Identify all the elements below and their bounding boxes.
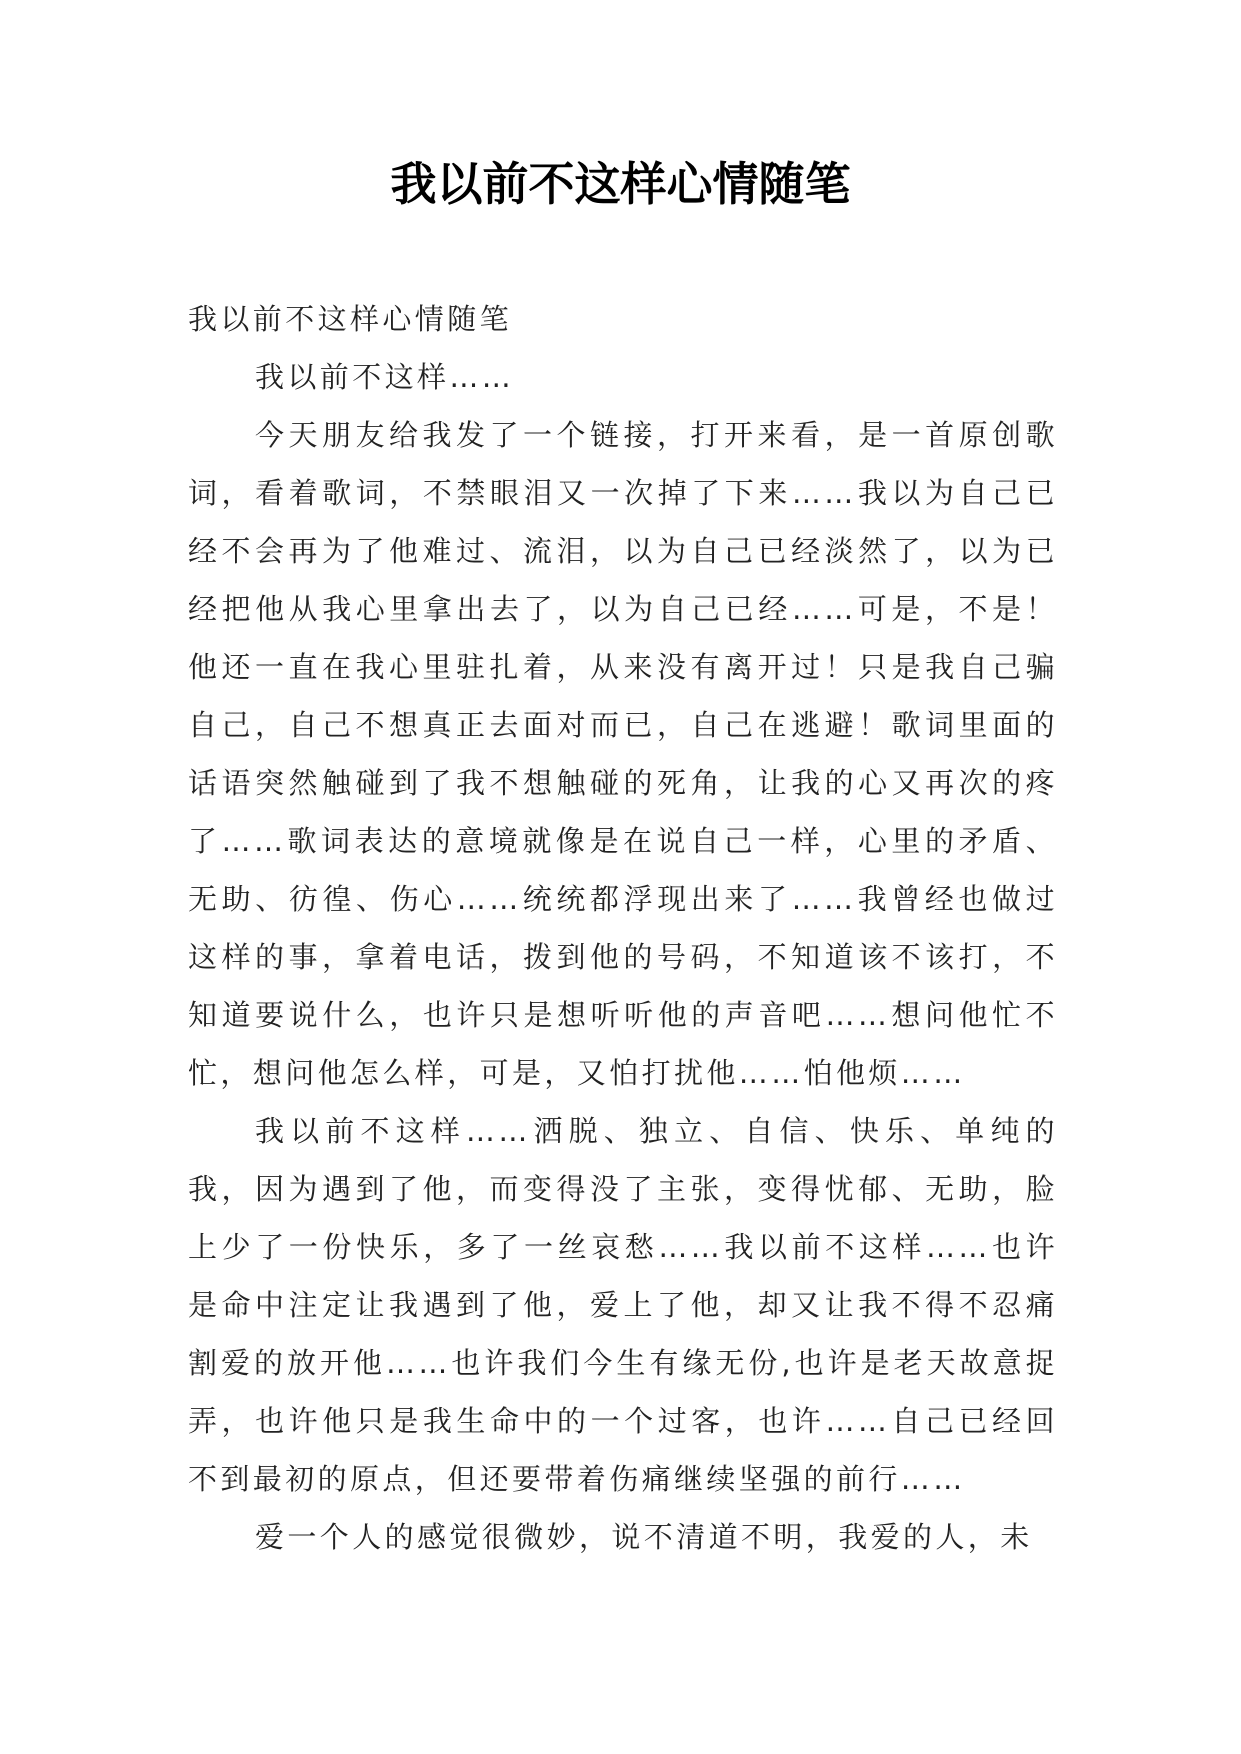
document-body <box>188 290 1058 1566</box>
paragraph: 我以前不这样…… <box>255 360 515 394</box>
paragraph: 我以前不这样……洒脱、独立、自信、快乐、单纯的我，因为遇到了他，而变得没了主张，变得忧郁、无助，脸上少了一份快乐，多了一丝哀愁……我以前不这样……也许是命中注定让我遇到了他，爱上了他，却又让我不得不忍痛割爱的放开他……也许我们今生有缘无份,也许是老天故意捉弄，也许他只是我生命中的一个过客，也许……自己已经回不到最初的原点，但还要带着伤痛继续坚强的前行…… <box>188 1114 1058 1496</box>
document-title: 我以前不这样心情随笔 <box>390 157 851 211</box>
paragraph: 今天朋友给我发了一个链接，打开来看，是一首原创歌词，看着歌词，不禁眼泪又一次掉了下来……我以为自己已经不会再为了他难过、流泪，以为自己已经淡然了，以为已经把他从我心里拿出去了，以为自己已经……可是，不是！他还一直在我心里驻扎着，从来没有离开过！只是我自己骗自己，自己不想真正去面对而已，自己在逃避！歌词里面的话语突然触碰到了我不想触碰的死角，让我的心又再次的疼了……歌词表达的意境就像是在说自己一样，心里的矛盾、无助、彷徨、伤心……统统都浮现出来了……我曾经也做过这样的事，拿着电话，拨到他的号码，不知道该不该打，不知道要说什么，也许只是想听听他的声音吧……想问他忙不忙，想问他怎么样，可是，又怕打扰他……怕他烦…… <box>188 418 1058 1090</box>
paragraph: 爱一个人的感觉很微妙，说不清道不明，我爱的人，未 <box>255 1520 1033 1554</box>
document-subtitle: 我以前不这样心情随笔 <box>188 302 513 336</box>
